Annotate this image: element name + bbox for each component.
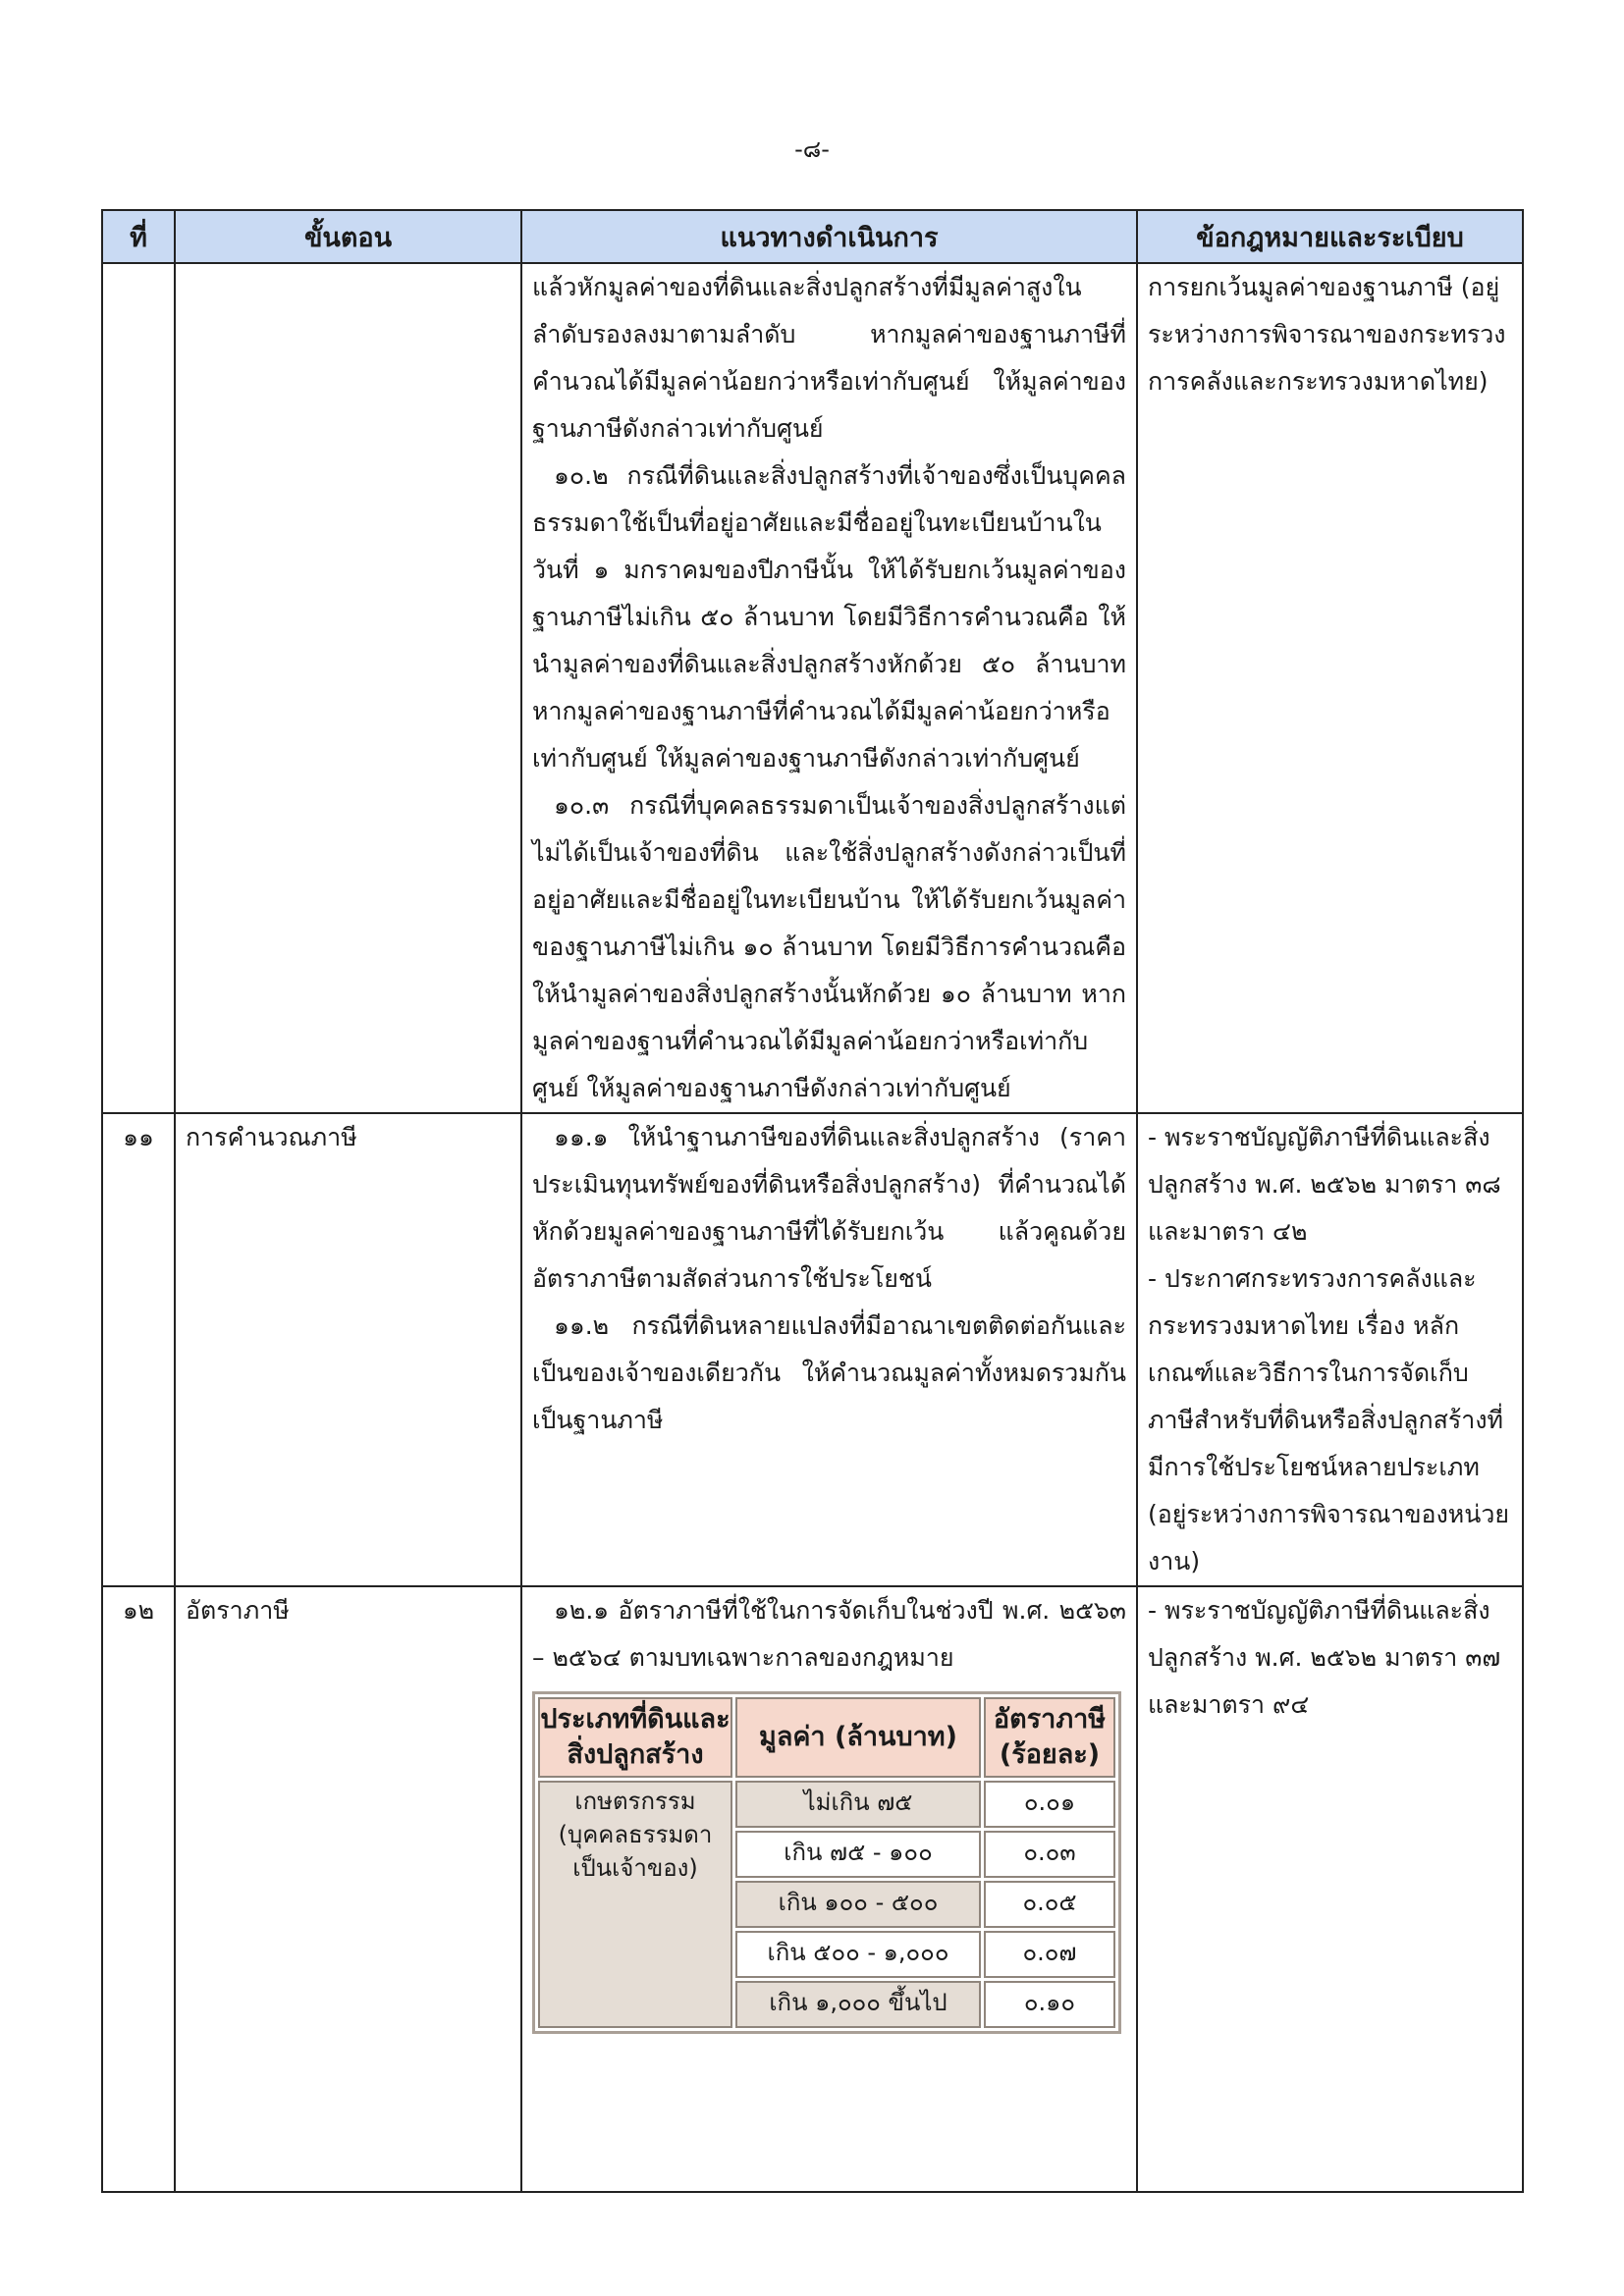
law-paragraph: - พระราชบัญญัติภาษีที่ดินและสิ่งปลูกสร้าง พ.ศ. ๒๕๖๒ มาตรา ๓๗ และมาตรา ๙๔ xyxy=(1148,1596,1501,1719)
row-step xyxy=(175,263,521,1113)
row-law xyxy=(1137,263,1523,1113)
header-law: ข้อกฎหมายและระเบียบ xyxy=(1137,210,1523,263)
rate-cell: ๐.๑๐ xyxy=(984,1981,1115,2028)
header-no: ที่ xyxy=(102,210,175,263)
value-cell: ไม่เกิน ๗๕ xyxy=(735,1781,981,1828)
table-row xyxy=(102,1586,1523,2192)
row-number xyxy=(102,263,175,1113)
row-guide xyxy=(521,1113,1137,1586)
rate-header-rate: อัตราภาษี (ร้อยละ) xyxy=(984,1697,1115,1778)
rate-cell: ๐.๐๗ xyxy=(984,1931,1115,1978)
row-step: อัตราภาษี xyxy=(175,1586,521,2192)
tax-rate-table xyxy=(532,1691,1121,2034)
rate-cell: ๐.๐๑ xyxy=(984,1781,1115,1828)
rate-cell: ๐.๐๓ xyxy=(984,1831,1115,1878)
value-cell: เกิน ๗๕ - ๑๐๐ xyxy=(735,1831,981,1878)
table-row xyxy=(102,263,1523,1113)
rate-header-type: ประเภทที่ดินและสิ่งปลูกสร้าง xyxy=(538,1697,732,1778)
row-guide xyxy=(521,1586,1137,2192)
guide-paragraph: แล้วหักมูลค่าของที่ดินและสิ่งปลูกสร้างที่มีมูลค่าสูงในลำดับรองลงมาตามลำดับ หากมูลค่าของฐานภาษีที่คำนวณได้มีมูลค่าน้อยกว่าหรือเท่ากับศูนย์ ให้มูลค่าของฐานภาษีดังกล่าวเท่ากับศูนย์ xyxy=(532,273,1126,443)
value-cell: เกิน ๑๐๐ - ๕๐๐ xyxy=(735,1881,981,1928)
guide-paragraph: ๑๒.๑ อัตราภาษีที่ใช้ในการจัดเก็บในช่วงปี พ.ศ. ๒๕๖๓ – ๒๕๖๔ ตามบทเฉพาะกาลของกฎหมาย xyxy=(532,1596,1126,1672)
law-paragraph: - พระราชบัญญัติภาษีที่ดินและสิ่งปลูกสร้าง พ.ศ. ๒๕๖๒ มาตรา ๓๘ และมาตรา ๔๒ xyxy=(1148,1123,1501,1246)
rate-header-value: มูลค่า (ล้านบาท) xyxy=(735,1697,981,1778)
procedure-table xyxy=(101,209,1524,2193)
row-step: การคำนวณภาษี xyxy=(175,1113,521,1586)
row-law xyxy=(1137,1113,1523,1586)
table-row xyxy=(102,1113,1523,1586)
law-paragraph: - ประกาศกระทรวงการคลังและกระทรวงมหาดไทย เรื่อง หลักเกณฑ์และวิธีการในการจัดเก็บภาษีสำหรับที่ดินหรือสิ่งปลูกสร้างที่มีการใช้ประโยชน์หลายประเภท (อยู่ระหว่างการพิจารณาของหน่วยงาน) xyxy=(1148,1264,1510,1575)
page-number: -๘- xyxy=(794,135,830,163)
guide-paragraph: ๑๑.๑ ให้นำฐานภาษีของที่ดินและสิ่งปลูกสร้าง (ราคาประเมินทุนทรัพย์ของที่ดินหรือสิ่งปลูกสร้าง) ที่คำนวณได้ หักด้วยมูลค่าของฐานภาษีที่ได้รับยกเว้น แล้วคูณด้วยอัตราภาษีตามสัดส่วนการใช้ประโยชน์ xyxy=(532,1123,1126,1293)
header-row xyxy=(102,210,1523,263)
law-paragraph: การยกเว้นมูลค่าของฐานภาษี (อยู่ระหว่างการพิจารณาของกระทรวงการคลังและกระทรวงมหาดไทย) xyxy=(1148,273,1506,396)
value-cell: เกิน ๕๐๐ - ๑,๐๐๐ xyxy=(735,1931,981,1978)
row-law xyxy=(1137,1586,1523,2192)
row-number: ๑๒ xyxy=(102,1586,175,2192)
guide-paragraph: ๑๐.๓ กรณีที่บุคคลธรรมดาเป็นเจ้าของสิ่งปลูกสร้างแต่ไม่ได้เป็นเจ้าของที่ดิน และใช้สิ่งปลูกสร้างดังกล่าวเป็นที่อยู่อาศัยและมีชื่ออยู่ในทะเบียนบ้าน ให้ได้รับยกเว้นมูลค่าของฐานภาษีไม่เกิน ๑๐ ล้านบาท โดยมีวิธีการคำนวณคือ ให้นำมูลค่าของสิ่งปลูกสร้างนั้นหักด้วย ๑๐ ล้านบาท หากมูลค่าของฐานที่คำนวณได้มีมูลค่าน้อยกว่าหรือเท่ากับศูนย์ ให้มูลค่าของฐานภาษีดังกล่าวเท่ากับศูนย์ xyxy=(532,791,1126,1102)
rate-row xyxy=(538,1781,1115,1828)
rate-cell: ๐.๐๕ xyxy=(984,1881,1115,1928)
row-guide xyxy=(521,263,1137,1113)
rate-table-wrapper xyxy=(532,1682,1126,2034)
header-step: ขั้นตอน xyxy=(175,210,521,263)
land-type-cell: เกษตรกรรม (บุคคลธรรมดาเป็นเจ้าของ) xyxy=(538,1781,732,2028)
header-guide: แนวทางดำเนินการ xyxy=(521,210,1137,263)
guide-paragraph: ๑๐.๒ กรณีที่ดินและสิ่งปลูกสร้างที่เจ้าของซึ่งเป็นบุคคลธรรมดาใช้เป็นที่อยู่อาศัยและมีชื่ออยู่ในทะเบียนบ้านในวันที่ ๑ มกราคมของปีภาษีนั้น ให้ได้รับยกเว้นมูลค่าของฐานภาษีไม่เกิน ๕๐ ล้านบาท โดยมีวิธีการคำนวณคือ ให้นำมูลค่าของที่ดินและสิ่งปลูกสร้างหักด้วย ๕๐ ล้านบาท หากมูลค่าของฐานภาษีที่คำนวณได้มีมูลค่าน้อยกว่าหรือเท่ากับศูนย์ ให้มูลค่าของฐานภาษีดังกล่าวเท่ากับศูนย์ xyxy=(532,461,1126,773)
value-cell: เกิน ๑,๐๐๐ ขึ้นไป xyxy=(735,1981,981,2028)
rate-header-row xyxy=(538,1697,1115,1778)
row-number: ๑๑ xyxy=(102,1113,175,1586)
guide-paragraph: ๑๑.๒ กรณีที่ดินหลายแปลงที่มีอาณาเขตติดต่อกันและเป็นของเจ้าของเดียวกัน ให้คำนวณมูลค่าทั้งหมดรวมกันเป็นฐานภาษี xyxy=(532,1311,1126,1434)
